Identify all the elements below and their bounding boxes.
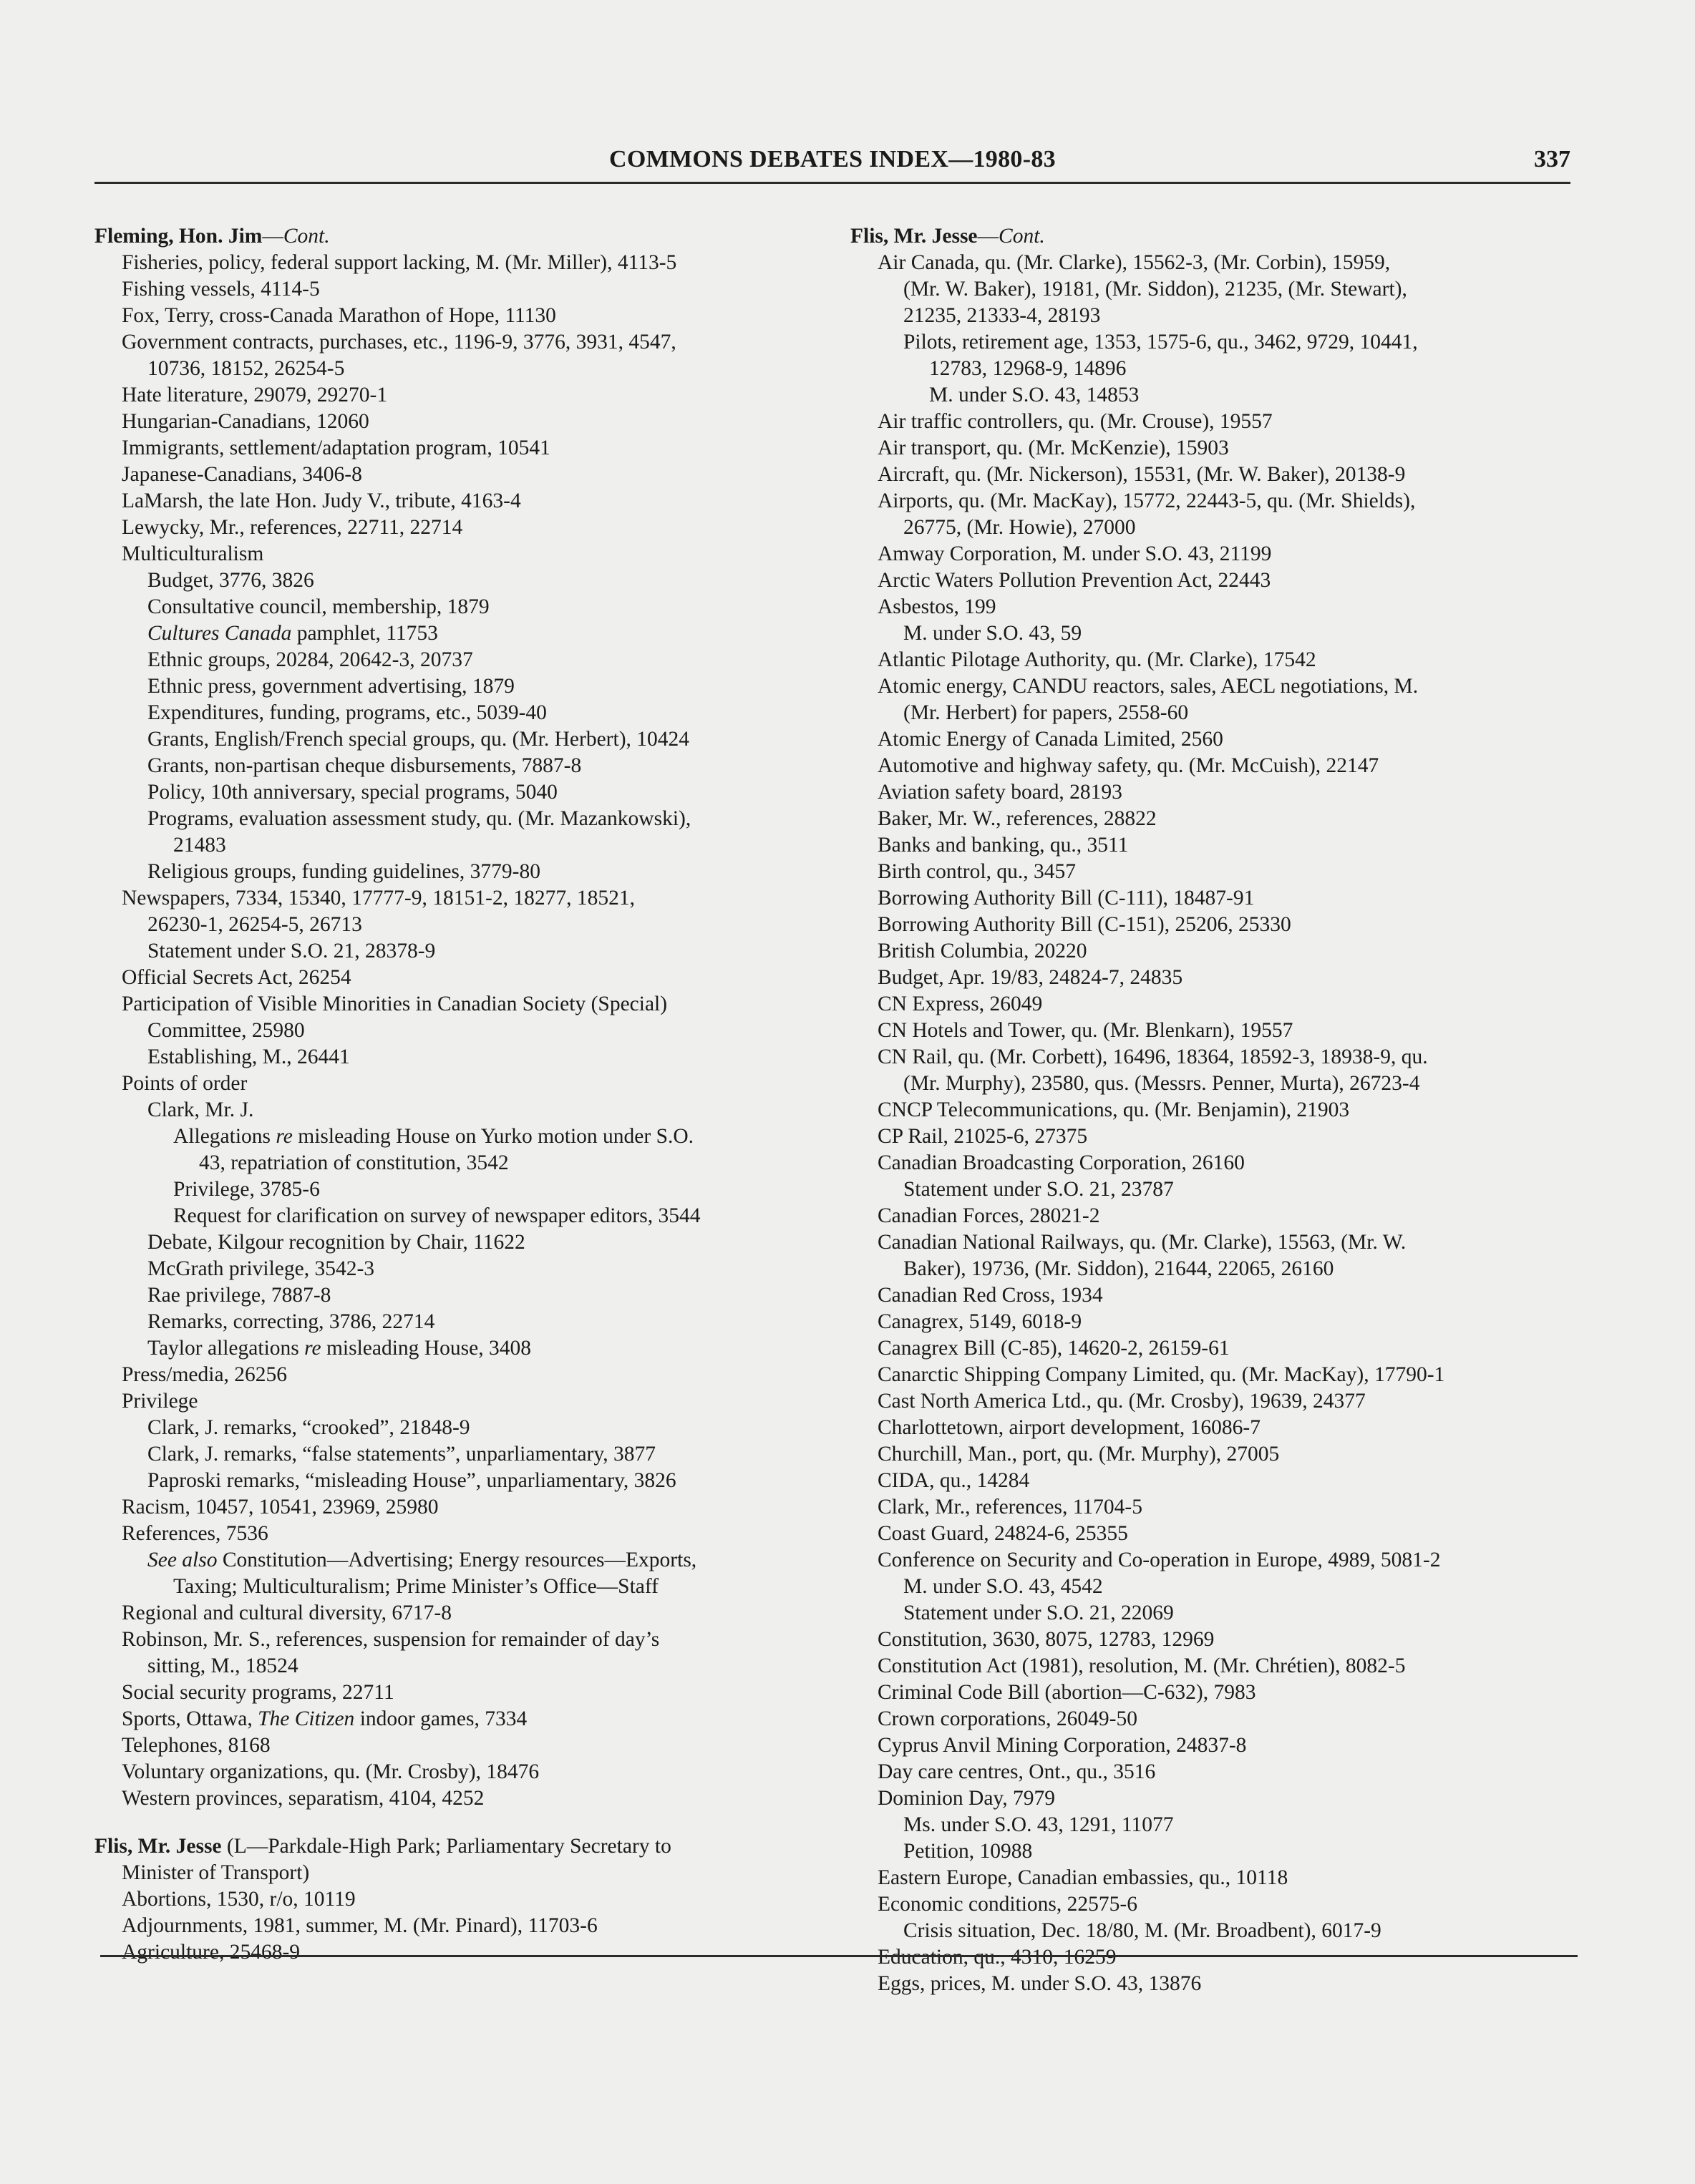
entry-text: Atomic energy, CANDU reactors, sales, AECL negotiations, M. (878, 675, 1419, 698)
entry-text: sitting, M., 18524 (147, 1654, 298, 1677)
entry-text: Budget, Apr. 19/83, 24824-7, 24835 (878, 966, 1183, 989)
entry-text: Allegations (173, 1125, 276, 1148)
entry-text: Japanese-Canadians, 3406-8 (122, 463, 362, 486)
index-entry (850, 620, 1580, 647)
entry-text: Criminal Code Bill (abortion—C-632), 7983 (878, 1681, 1256, 1704)
index-entry (94, 567, 825, 594)
index-entry (94, 1097, 825, 1123)
index-entry (94, 1732, 825, 1759)
entry-text: pamphlet, 11753 (291, 622, 438, 645)
index-entry (850, 488, 1580, 515)
index-entry (850, 1865, 1580, 1891)
index-entry (94, 435, 825, 462)
index-entry (850, 1680, 1580, 1706)
index-entry (94, 1362, 825, 1388)
entry-text: Paproski remarks, “misleading House”, unparliamentary, 3826 (147, 1469, 676, 1492)
entry-text: Points of order (122, 1072, 248, 1095)
entry-text: Privilege (122, 1390, 198, 1413)
entry-text: Ms. under S.O. 43, 1291, 11077 (903, 1813, 1174, 1836)
index-entry (850, 435, 1580, 462)
entry-text: Statement under S.O. 21, 28378-9 (147, 940, 436, 962)
index-entry (850, 1123, 1580, 1150)
entry-text: Multiculturalism (122, 542, 264, 565)
index-entry (850, 912, 1580, 938)
index-entry (94, 832, 825, 859)
entry-text: Constitution, 3630, 8075, 12783, 12969 (878, 1628, 1215, 1651)
index-entry (850, 1838, 1580, 1865)
entry-text: Regional and cultural diversity, 6717-8 (122, 1602, 452, 1624)
index-entry (94, 462, 825, 488)
entry-text: Racism, 10457, 10541, 23969, 25980 (122, 1496, 439, 1518)
entry-text: Statement under S.O. 21, 23787 (903, 1178, 1174, 1201)
entry-text: Cont. (999, 225, 1045, 248)
entry-text: re (304, 1337, 321, 1360)
entry-text: Constitution—Advertising; Energy resources—Exports, (217, 1549, 697, 1571)
index-entry (94, 1282, 825, 1309)
index-entry (850, 1812, 1580, 1838)
entry-text: CNCP Telecommunications, qu. (Mr. Benjamin), 21903 (878, 1098, 1350, 1121)
index-entry (850, 1309, 1580, 1335)
index-entry (94, 620, 825, 647)
header-rule (94, 182, 1570, 184)
index-entry (94, 1468, 825, 1494)
entry-text: Dominion Day, 7979 (878, 1787, 1055, 1810)
entry-text: Taylor allegations (147, 1337, 305, 1360)
entry-text: Cyprus Anvil Mining Corporation, 24837-8 (878, 1734, 1247, 1757)
index-entry (94, 673, 825, 700)
index-entry (850, 1600, 1580, 1627)
index-heading (94, 223, 825, 250)
entry-text: Aviation safety board, 28193 (878, 781, 1122, 804)
entry-text: Western provinces, separatism, 4104, 4252 (122, 1787, 485, 1810)
index-entry (850, 1203, 1580, 1229)
entry-text: M. under S.O. 43, 4542 (903, 1575, 1103, 1598)
index-entry (94, 1309, 825, 1335)
index-entry (850, 1971, 1580, 1997)
index-entry (94, 1521, 825, 1547)
index-entry (94, 1939, 825, 1966)
index-entry (850, 965, 1580, 991)
index-entry (94, 1600, 825, 1627)
entry-text: — (262, 225, 283, 248)
entry-text: Fisheries, policy, federal support lacking, M. (Mr. Miller), 4113-5 (122, 251, 677, 274)
index-entry (850, 647, 1580, 673)
footer-rule (100, 1955, 1578, 1957)
index-entry (850, 1415, 1580, 1441)
entry-text: 12783, 12968-9, 14896 (929, 357, 1127, 380)
entry-text: Baker), 19736, (Mr. Siddon), 21644, 22065, 26160 (903, 1257, 1334, 1280)
index-entry (94, 1706, 825, 1732)
index-entry (850, 885, 1580, 912)
entry-text: Budget, 3776, 3826 (147, 569, 314, 592)
index-entry (850, 1018, 1580, 1044)
index-entry (850, 1071, 1580, 1097)
index-entry (94, 779, 825, 806)
entry-text: Canagrex Bill (C-85), 14620-2, 26159-61 (878, 1337, 1230, 1360)
index-entry (850, 832, 1580, 859)
entry-text: Religious groups, funding guidelines, 3779-80 (147, 860, 540, 883)
index-entry (94, 1441, 825, 1468)
entry-text: Rae privilege, 7887-8 (147, 1284, 331, 1307)
index-entry (94, 1759, 825, 1785)
index-entry (94, 1176, 825, 1203)
index-entry (94, 938, 825, 965)
entry-text: Agriculture, 25468-9 (122, 1941, 301, 1964)
index-entry (850, 806, 1580, 832)
index-entry (94, 1415, 825, 1441)
entry-text: Education, qu., 4310, 16259 (878, 1946, 1117, 1969)
entry-text: 26230-1, 26254-5, 26713 (147, 913, 362, 936)
index-entry (850, 382, 1580, 409)
index-entry (94, 885, 825, 912)
entry-text: Hungarian-Canadians, 12060 (122, 410, 369, 433)
entry-text: Request for clarification on survey of newspaper editors, 3544 (173, 1204, 701, 1227)
index-entry (850, 1627, 1580, 1653)
index-entry (850, 673, 1580, 700)
entry-text: — (977, 225, 999, 248)
entry-text: Lewycky, Mr., references, 22711, 22714 (122, 516, 463, 539)
index-entry (94, 912, 825, 938)
entry-text: Crown corporations, 26049-50 (878, 1707, 1137, 1730)
entry-text: CN Hotels and Tower, qu. (Mr. Blenkarn), 19557 (878, 1019, 1293, 1042)
entry-text: Press/media, 26256 (122, 1363, 288, 1386)
index-entry (850, 1574, 1580, 1600)
index-entry (94, 1123, 825, 1150)
index-entry (850, 356, 1580, 382)
index-entry (850, 1785, 1580, 1812)
entry-text: Immigrants, settlement/adaptation program, 10541 (122, 437, 550, 459)
entry-text: Social security programs, 22711 (122, 1681, 394, 1704)
entry-text: Canadian Forces, 28021-2 (878, 1204, 1100, 1227)
index-entry (850, 1150, 1580, 1176)
index-entry (94, 594, 825, 620)
index-entry (850, 1441, 1580, 1468)
index-entry (94, 382, 825, 409)
index-entry (850, 1706, 1580, 1732)
entry-text: Remarks, correcting, 3786, 22714 (147, 1310, 435, 1333)
entry-text: 10736, 18152, 26254-5 (147, 357, 345, 380)
index-entry (850, 1918, 1580, 1944)
entry-text: Air transport, qu. (Mr. McKenzie), 15903 (878, 437, 1229, 459)
entry-text: Arctic Waters Pollution Prevention Act, 22443 (878, 569, 1271, 592)
entry-text: Participation of Visible Minorities in Canadian Society (Special) (122, 993, 668, 1015)
entry-text: Clark, J. remarks, “false statements”, unparliamentary, 3877 (147, 1443, 656, 1466)
entry-text: Flis, Mr. Jesse (850, 225, 978, 248)
entry-text: Official Secrets Act, 26254 (122, 966, 351, 989)
index-entry (850, 991, 1580, 1018)
index-entry (850, 726, 1580, 753)
index-entry (94, 1229, 825, 1256)
entry-text: References, 7536 (122, 1522, 268, 1545)
index-entry (850, 700, 1580, 726)
entry-text: Air Canada, qu. (Mr. Clarke), 15562-3, (Mr. Corbin), 15959, (878, 251, 1391, 274)
entry-text: M. under S.O. 43, 59 (903, 622, 1082, 645)
index-column-left (94, 223, 825, 1966)
index-entry (94, 541, 825, 567)
index-entry (94, 303, 825, 329)
entry-text: Eggs, prices, M. under S.O. 43, 13876 (878, 1972, 1202, 1995)
page-number: 337 (1534, 146, 1570, 172)
entry-text: Programs, evaluation assessment study, qu. (Mr. Mazankowski), (147, 807, 691, 830)
entry-text: Amway Corporation, M. under S.O. 43, 21199 (878, 542, 1272, 565)
index-entry (94, 1150, 825, 1176)
entry-text: Canadian Broadcasting Corporation, 26160 (878, 1151, 1245, 1174)
entry-text: Borrowing Authority Bill (C-111), 18487-91 (878, 887, 1255, 910)
entry-text: Ethnic groups, 20284, 20642-3, 20737 (147, 648, 473, 671)
index-entry (94, 250, 825, 276)
index-entry (850, 1229, 1580, 1256)
index-entry (850, 329, 1580, 356)
index-entry (94, 356, 825, 382)
index-entry (94, 1203, 825, 1229)
entry-text: Borrowing Authority Bill (C-151), 25206, 25330 (878, 913, 1291, 936)
entry-text: indoor games, 7334 (354, 1707, 528, 1730)
index-entry (94, 488, 825, 515)
index-entry (94, 409, 825, 435)
index-entry (850, 779, 1580, 806)
index-entry (850, 276, 1580, 303)
entry-text: 21235, 21333-4, 28193 (903, 304, 1101, 327)
entry-text: Newspapers, 7334, 15340, 17777-9, 18151-2, 18277, 18521, (122, 887, 635, 910)
entry-text: misleading House on Yurko motion under S.O. (292, 1125, 694, 1148)
index-entry (850, 1388, 1580, 1415)
index-entry (94, 991, 825, 1018)
entry-text: (Mr. Murphy), 23580, qus. (Messrs. Penner, Murta), 26723-4 (903, 1072, 1420, 1095)
entry-text: Policy, 10th anniversary, special programs, 5040 (147, 781, 558, 804)
index-entry (94, 1913, 825, 1939)
entry-text: Pilots, retirement age, 1353, 1575-6, qu., 3462, 9729, 10441, (903, 331, 1418, 354)
entry-text: Cast North America Ltd., qu. (Mr. Crosby), 19639, 24377 (878, 1390, 1366, 1413)
entry-text: See also (147, 1549, 218, 1571)
entry-text: Fishing vessels, 4114-5 (122, 278, 320, 301)
entry-text: (Mr. W. Baker), 19181, (Mr. Siddon), 21235, (Mr. Stewart), (903, 278, 1407, 301)
index-entry (94, 329, 825, 356)
entry-text: Clark, J. remarks, “crooked”, 21848-9 (147, 1416, 470, 1439)
entry-text: Air traffic controllers, qu. (Mr. Crouse), 19557 (878, 410, 1273, 433)
index-entry (94, 965, 825, 991)
entry-text: M. under S.O. 43, 14853 (929, 384, 1140, 406)
entry-text: CN Express, 26049 (878, 993, 1043, 1015)
entry-text: Flis, Mr. Jesse (94, 1835, 222, 1858)
entry-text: Asbestos, 199 (878, 595, 996, 618)
index-entry (850, 250, 1580, 276)
index-entry (94, 1653, 825, 1680)
entry-text: Consultative council, membership, 1879 (147, 595, 490, 618)
index-entry (850, 303, 1580, 329)
index-entry (94, 1785, 825, 1812)
entry-text: CIDA, qu., 14284 (878, 1469, 1030, 1492)
entry-text: Privilege, 3785-6 (173, 1178, 320, 1201)
index-entry (850, 1944, 1580, 1971)
index-entry (94, 700, 825, 726)
index-entry (94, 753, 825, 779)
entry-text: Baker, Mr. W., references, 28822 (878, 807, 1157, 830)
index-entry (850, 462, 1580, 488)
entry-text: Fleming, Hon. Jim (94, 225, 263, 248)
index-entry (94, 1574, 825, 1600)
page-header (94, 146, 1570, 180)
index-entry (94, 1071, 825, 1097)
entry-text: 21483 (173, 834, 226, 857)
entry-text: Establishing, M., 26441 (147, 1045, 350, 1068)
index-entry (850, 1362, 1580, 1388)
entry-text: British Columbia, 20220 (878, 940, 1087, 962)
entry-text: Conference on Security and Co-operation in Europe, 4989, 5081-2 (878, 1549, 1441, 1571)
index-entry (94, 1547, 825, 1574)
index-entry (850, 859, 1580, 885)
entry-text: Banks and banking, qu., 3511 (878, 834, 1129, 857)
index-entry (94, 726, 825, 753)
entry-text: Fox, Terry, cross-Canada Marathon of Hope, 11130 (122, 304, 556, 327)
index-entry (850, 1176, 1580, 1203)
index-entry (94, 859, 825, 885)
entry-text: Automotive and highway safety, qu. (Mr. McCuish), 22147 (878, 754, 1379, 777)
entry-text: Airports, qu. (Mr. MacKay), 15772, 22443-5, qu. (Mr. Shields), (878, 489, 1416, 512)
entry-text: misleading House, 3408 (321, 1337, 531, 1360)
entry-text: Constitution Act (1981), resolution, M. (Mr. Chrétien), 8082-5 (878, 1654, 1406, 1677)
entry-text: Government contracts, purchases, etc., 1196-9, 3776, 3931, 4547, (122, 331, 676, 354)
index-entry (850, 567, 1580, 594)
index-entry (850, 1732, 1580, 1759)
index-entry (94, 1044, 825, 1071)
entry-text: Expenditures, funding, programs, etc., 5039-40 (147, 701, 547, 724)
entry-text: Atlantic Pilotage Authority, qu. (Mr. Clarke), 17542 (878, 648, 1316, 671)
index-entry (850, 1044, 1580, 1071)
entry-text: Canagrex, 5149, 6018-9 (878, 1310, 1082, 1333)
entry-text: Telephones, 8168 (122, 1734, 271, 1757)
entry-text: Canarctic Shipping Company Limited, qu. (Mr. MacKay), 17790-1 (878, 1363, 1445, 1386)
entry-text: Coast Guard, 24824-6, 25355 (878, 1522, 1128, 1545)
entry-text: Petition, 10988 (903, 1840, 1033, 1863)
entry-text: Abortions, 1530, r/o, 10119 (122, 1888, 356, 1911)
entry-text: Cultures Canada (147, 622, 292, 645)
index-entry (94, 1335, 825, 1362)
entry-text: McGrath privilege, 3542-3 (147, 1257, 375, 1280)
entry-text: Grants, non-partisan cheque disbursements, 7887-8 (147, 754, 582, 777)
entry-text: Adjournments, 1981, summer, M. (Mr. Pinard), 11703-6 (122, 1914, 598, 1937)
index-entry (94, 1627, 825, 1653)
index-entry (94, 1388, 825, 1415)
entry-text: (L—Parkdale-High Park; Parliamentary Secretary to (221, 1835, 671, 1858)
entry-text: Crisis situation, Dec. 18/80, M. (Mr. Broadbent), 6017-9 (903, 1919, 1381, 1942)
entry-text: Cont. (283, 225, 330, 248)
index-heading (94, 1833, 825, 1860)
index-entry (850, 753, 1580, 779)
entry-text: 43, repatriation of constitution, 3542 (199, 1151, 509, 1174)
entry-text: Charlottetown, airport development, 16086-7 (878, 1416, 1261, 1439)
entry-text: Hate literature, 29079, 29270-1 (122, 384, 388, 406)
entry-text: Churchill, Man., port, qu. (Mr. Murphy), 27005 (878, 1443, 1280, 1466)
entry-text: Canadian National Railways, qu. (Mr. Clarke), 15563, (Mr. W. (878, 1231, 1407, 1254)
index-entry (850, 409, 1580, 435)
index-entry (850, 1282, 1580, 1309)
entry-text: Day care centres, Ont., qu., 3516 (878, 1760, 1156, 1783)
index-column-right (850, 223, 1580, 1997)
entry-text: CN Rail, qu. (Mr. Corbett), 16496, 18364, 18592-3, 18938-9, qu. (878, 1045, 1428, 1068)
entry-text: Economic conditions, 22575-6 (878, 1893, 1137, 1916)
index-entry (850, 594, 1580, 620)
index-entry (850, 1256, 1580, 1282)
entry-text: Taxing; Multiculturalism; Prime Minister’s Office—Staff (173, 1575, 659, 1598)
entry-text: Robinson, Mr. S., references, suspension for remainder of day’s (122, 1628, 660, 1651)
index-entry (94, 647, 825, 673)
entry-text: Canadian Red Cross, 1934 (878, 1284, 1103, 1307)
entry-gap (94, 1812, 825, 1833)
index-entry (850, 1468, 1580, 1494)
index-entry (850, 515, 1580, 541)
index-entry (94, 1018, 825, 1044)
index-entry (850, 541, 1580, 567)
entry-text: Ethnic press, government advertising, 1879 (147, 675, 515, 698)
entry-text: Aircraft, qu. (Mr. Nickerson), 15531, (Mr. W. Baker), 20138-9 (878, 463, 1406, 486)
entry-text: Clark, Mr. J. (147, 1098, 254, 1121)
index-entry (850, 1759, 1580, 1785)
entry-text: Sports, Ottawa, (122, 1707, 258, 1730)
index-entry (94, 1886, 825, 1913)
index-entry (850, 1521, 1580, 1547)
entry-text: Clark, Mr., references, 11704-5 (878, 1496, 1142, 1518)
entry-text: (Mr. Herbert) for papers, 2558-60 (903, 701, 1189, 724)
index-entry (94, 1494, 825, 1521)
index-entry (94, 806, 825, 832)
entry-text: re (276, 1125, 293, 1148)
entry-text: The Citizen (258, 1707, 355, 1730)
index-entry (94, 515, 825, 541)
entry-text: Grants, English/French special groups, qu. (Mr. Herbert), 10424 (147, 728, 690, 751)
index-entry (850, 1891, 1580, 1918)
entry-text: 26775, (Mr. Howie), 27000 (903, 516, 1136, 539)
entry-text: Atomic Energy of Canada Limited, 2560 (878, 728, 1223, 751)
index-entry (850, 1547, 1580, 1574)
page-title: COMMONS DEBATES INDEX—1980-83 (609, 146, 1056, 172)
entry-text: Birth control, qu., 3457 (878, 860, 1076, 883)
index-entry (94, 276, 825, 303)
index-entry (850, 938, 1580, 965)
entry-text: Committee, 25980 (147, 1019, 305, 1042)
entry-text: Debate, Kilgour recognition by Chair, 11622 (147, 1231, 525, 1254)
index-entry (94, 1680, 825, 1706)
index-entry (850, 1335, 1580, 1362)
index-entry (850, 1653, 1580, 1680)
index-entry (850, 1097, 1580, 1123)
entry-text: LaMarsh, the late Hon. Judy V., tribute, 4163-4 (122, 489, 521, 512)
index-entry (94, 1256, 825, 1282)
entry-text: Minister of Transport) (122, 1861, 310, 1884)
index-entry (94, 1860, 825, 1886)
index-entry (850, 1494, 1580, 1521)
entry-text: Eastern Europe, Canadian embassies, qu., 10118 (878, 1866, 1288, 1889)
index-heading (850, 223, 1580, 250)
entry-text: Statement under S.O. 21, 22069 (903, 1602, 1174, 1624)
entry-text: Voluntary organizations, qu. (Mr. Crosby), 18476 (122, 1760, 540, 1783)
entry-text: CP Rail, 21025-6, 27375 (878, 1125, 1088, 1148)
